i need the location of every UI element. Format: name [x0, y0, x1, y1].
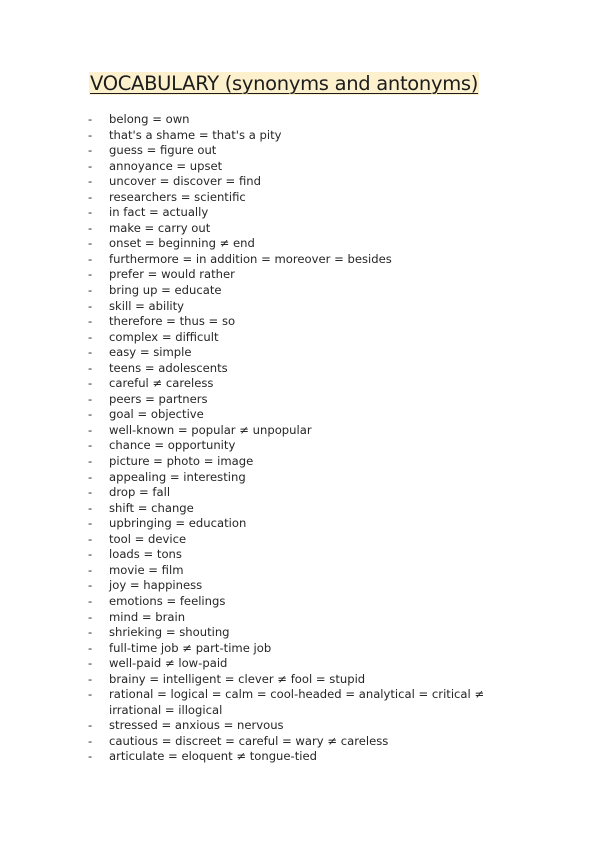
vocab-item	[88, 687, 509, 718]
bullet-dash: -	[88, 251, 93, 266]
bullet-dash: -	[88, 562, 93, 577]
vocab-item	[88, 159, 508, 175]
bullet-dash: -	[88, 733, 93, 748]
bullet-dash: -	[88, 625, 93, 640]
bullet-dash: -	[88, 749, 93, 764]
vocab-item	[88, 190, 508, 206]
vocab-item	[88, 392, 508, 408]
vocab-item	[88, 532, 508, 548]
bullet-dash: -	[88, 158, 93, 173]
vocab-text: loads = tons	[109, 547, 182, 562]
bullet-dash: -	[88, 578, 93, 593]
vocab-text: tool = device	[109, 531, 187, 546]
vocab-item	[88, 299, 508, 315]
vocab-text: cautious = discreet = careful = wary ≠ careless	[109, 733, 389, 748]
bullet-dash: -	[88, 609, 93, 624]
vocab-text: articulate = eloquent ≠ tongue-tied	[109, 749, 317, 764]
vocab-text: emotions = feelings	[109, 593, 226, 608]
bullet-dash: -	[88, 454, 93, 469]
vocab-text: in fact = actually	[109, 205, 209, 220]
vocab-item	[88, 454, 508, 470]
vocab-item	[88, 563, 508, 579]
bullet-dash: -	[88, 656, 93, 671]
bullet-dash: -	[88, 438, 93, 453]
bullet-dash: -	[88, 531, 93, 546]
vocab-item	[88, 547, 508, 563]
vocab-item	[88, 112, 508, 128]
vocabulary-list	[88, 112, 508, 765]
vocab-item	[88, 314, 508, 330]
vocab-item	[88, 470, 508, 486]
vocab-text: bring up = educate	[109, 283, 222, 298]
vocab-text: mind = brain	[109, 609, 186, 624]
vocab-text: stressed = anxious = nervous	[109, 718, 284, 733]
vocab-text: rational = logical = calm = cool-headed = analytical = critical ≠ irrational = illogical	[109, 687, 485, 717]
vocab-item	[88, 143, 508, 159]
vocab-item	[88, 423, 508, 439]
vocab-text: careful ≠ careless	[109, 376, 214, 391]
bullet-dash: -	[88, 127, 93, 142]
vocab-text: drop = fall	[109, 485, 171, 500]
vocab-text: onset = beginning ≠ end	[109, 236, 255, 251]
vocab-item	[88, 128, 508, 144]
bullet-dash: -	[88, 671, 93, 686]
vocab-item	[88, 501, 508, 517]
vocab-text: full-time job ≠ part-time job	[109, 640, 272, 655]
bullet-dash: -	[88, 407, 93, 422]
bullet-dash: -	[88, 422, 93, 437]
vocab-text: prefer = would rather	[109, 267, 235, 282]
bullet-dash: -	[88, 640, 93, 655]
bullet-dash: -	[88, 329, 93, 344]
vocab-text: goal = objective	[109, 407, 204, 422]
bullet-dash: -	[88, 298, 93, 313]
bullet-dash: -	[88, 360, 93, 375]
vocab-text: joy = happiness	[109, 578, 203, 593]
bullet-dash: -	[88, 236, 93, 251]
vocab-item	[88, 485, 508, 501]
bullet-dash: -	[88, 189, 93, 204]
vocab-item	[88, 672, 508, 688]
vocab-text: skill = ability	[109, 298, 185, 313]
bullet-dash: -	[88, 593, 93, 608]
vocab-item	[88, 267, 508, 283]
bullet-dash: -	[88, 391, 93, 406]
vocab-text: researchers = scientific	[109, 189, 246, 204]
bullet-dash: -	[88, 485, 93, 500]
vocab-item	[88, 438, 508, 454]
bullet-dash: -	[88, 376, 93, 391]
bullet-dash: -	[88, 687, 93, 702]
vocab-text: chance = opportunity	[109, 438, 236, 453]
bullet-dash: -	[88, 267, 93, 282]
vocab-text: teens = adolescents	[109, 360, 228, 375]
vocab-text: shift = change	[109, 500, 194, 515]
vocab-text: easy = simple	[109, 345, 192, 360]
bullet-dash: -	[88, 345, 93, 360]
bullet-dash: -	[88, 220, 93, 235]
vocab-text: guess = figure out	[109, 143, 217, 158]
vocab-text: furthermore = in addition = moreover = besides	[109, 251, 392, 266]
vocab-item	[88, 641, 508, 657]
vocab-text: well-known = popular ≠ unpopular	[109, 422, 312, 437]
title-highlight: VOCABULARY (synonyms and antonyms)	[90, 72, 479, 95]
vocab-text: uncover = discover = find	[109, 174, 261, 189]
vocab-text: complex = difficult	[109, 329, 219, 344]
bullet-dash: -	[88, 314, 93, 329]
vocab-item	[88, 718, 508, 734]
bullet-dash: -	[88, 112, 93, 126]
bullet-dash: -	[88, 283, 93, 298]
page-title	[89, 71, 479, 97]
bullet-dash: -	[88, 516, 93, 531]
bullet-dash: -	[88, 469, 93, 484]
vocab-text: picture = photo = image	[109, 454, 254, 469]
vocab-item	[88, 749, 508, 765]
vocab-item	[88, 376, 508, 392]
vocab-item	[88, 578, 508, 594]
vocab-text: that's a shame = that's a pity	[109, 127, 282, 142]
vocab-text: upbringing = education	[109, 516, 247, 531]
vocab-item	[88, 330, 508, 346]
vocab-item	[88, 174, 508, 190]
vocab-item	[88, 594, 508, 610]
bullet-dash: -	[88, 174, 93, 189]
vocab-text: well-paid ≠ low-paid	[109, 656, 228, 671]
vocab-text: make = carry out	[109, 220, 211, 235]
vocab-item	[88, 516, 508, 532]
vocab-text: shrieking = shouting	[109, 625, 230, 640]
bullet-dash: -	[88, 500, 93, 515]
bullet-dash: -	[88, 143, 93, 158]
vocab-item	[88, 252, 508, 268]
vocab-item	[88, 656, 508, 672]
vocab-text: appealing = interesting	[109, 469, 246, 484]
vocab-text: belong = own	[109, 112, 190, 126]
vocab-text: annoyance = upset	[109, 158, 223, 173]
vocab-item	[88, 205, 508, 221]
vocab-item	[88, 345, 508, 361]
vocab-item	[88, 734, 508, 750]
bullet-dash: -	[88, 718, 93, 733]
vocab-item	[88, 610, 508, 626]
vocab-text: brainy = intelligent = clever ≠ fool = stupid	[109, 671, 366, 686]
vocab-item	[88, 407, 508, 423]
vocab-item	[88, 625, 508, 641]
bullet-dash: -	[88, 205, 93, 220]
vocab-text: movie = film	[109, 562, 184, 577]
vocab-item	[88, 236, 508, 252]
vocab-text: peers = partners	[109, 391, 208, 406]
vocab-item	[88, 283, 508, 299]
vocab-item	[88, 361, 508, 377]
vocab-item	[88, 221, 508, 237]
bullet-dash: -	[88, 547, 93, 562]
vocab-text: therefore = thus = so	[109, 314, 236, 329]
